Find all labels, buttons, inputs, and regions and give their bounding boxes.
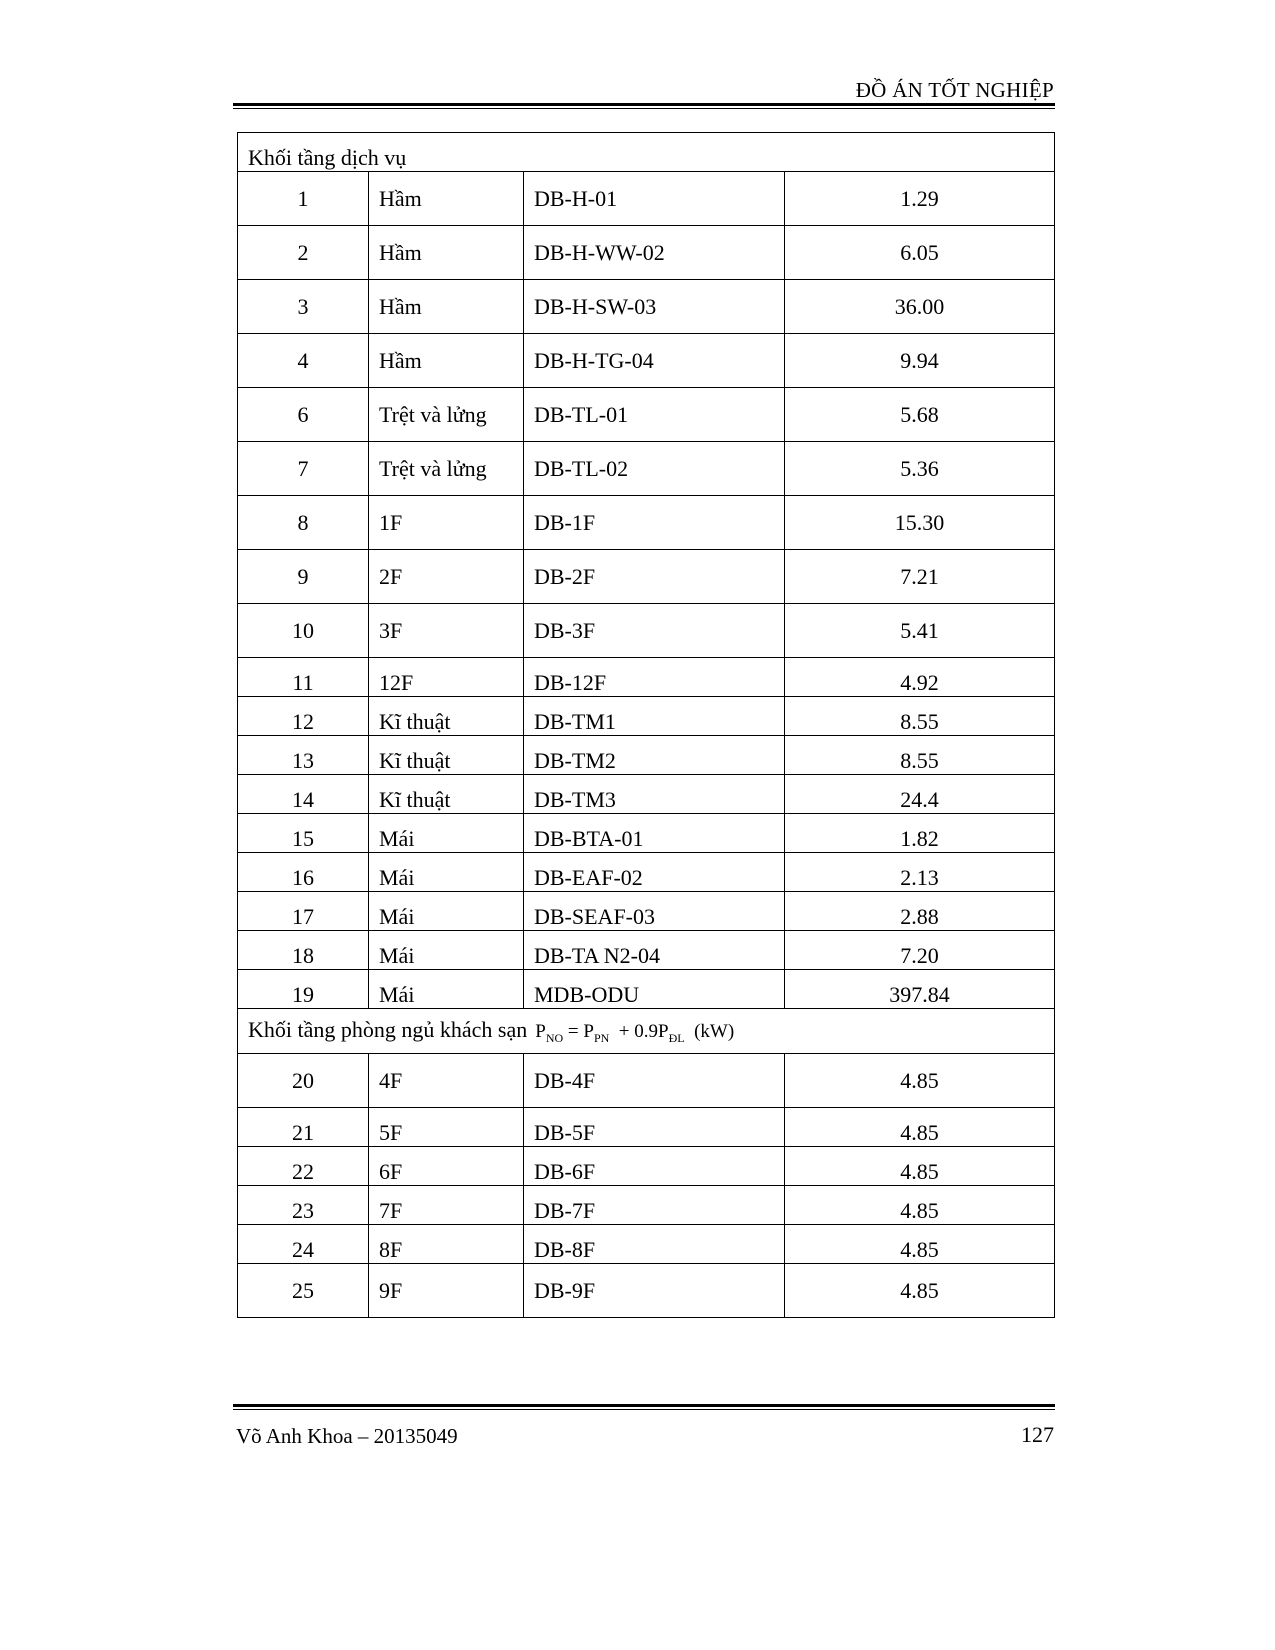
floor-cell: Mái bbox=[369, 931, 524, 970]
table-row bbox=[238, 1108, 1055, 1147]
section-title-cell bbox=[238, 1009, 1055, 1054]
table-row bbox=[238, 550, 1055, 604]
row-number-cell: 25 bbox=[238, 1264, 369, 1318]
floor-cell: 1F bbox=[369, 496, 524, 550]
row-number-cell: 12 bbox=[238, 697, 369, 736]
formula-plus: + 0.9 bbox=[609, 1020, 659, 1042]
floor-cell: Trệt và lửng bbox=[369, 442, 524, 496]
footer-author: Võ Anh Khoa – 20135049 bbox=[236, 1424, 458, 1448]
board-name-cell: DB-6F bbox=[524, 1147, 785, 1186]
table-row bbox=[238, 658, 1055, 697]
row-number-cell: 1 bbox=[238, 172, 369, 226]
floor-cell: Kĩ thuật bbox=[369, 736, 524, 775]
power-value-cell: 1.82 bbox=[785, 814, 1055, 853]
table-row bbox=[238, 280, 1055, 334]
board-name-cell: DB-9F bbox=[524, 1264, 785, 1318]
table-row bbox=[238, 736, 1055, 775]
section-title: Khối tầng dịch vụ bbox=[248, 145, 407, 170]
table-row bbox=[238, 1186, 1055, 1225]
power-value-cell: 36.00 bbox=[785, 280, 1055, 334]
table-row bbox=[238, 496, 1055, 550]
board-name-cell: DB-TL-02 bbox=[524, 442, 785, 496]
floor-cell: 6F bbox=[369, 1147, 524, 1186]
floor-cell: Kĩ thuật bbox=[369, 775, 524, 814]
floor-cell: Mái bbox=[369, 814, 524, 853]
board-name-cell: DB-SEAF-03 bbox=[524, 892, 785, 931]
board-name-cell: DB-TL-01 bbox=[524, 388, 785, 442]
floor-cell: 7F bbox=[369, 1186, 524, 1225]
board-name-cell: DB-TM3 bbox=[524, 775, 785, 814]
table-row bbox=[238, 853, 1055, 892]
floor-cell: 8F bbox=[369, 1225, 524, 1264]
board-name-cell: DB-TM2 bbox=[524, 736, 785, 775]
power-value-cell: 6.05 bbox=[785, 226, 1055, 280]
formula-s2: PN bbox=[593, 1030, 610, 1045]
formula-p2: P bbox=[583, 1020, 594, 1042]
board-name-cell: DB-3F bbox=[524, 604, 785, 658]
power-value-cell: 4.85 bbox=[785, 1147, 1055, 1186]
floor-cell: Hầm bbox=[369, 226, 524, 280]
table-row bbox=[238, 172, 1055, 226]
row-number-cell: 4 bbox=[238, 334, 369, 388]
floor-cell: 2F bbox=[369, 550, 524, 604]
row-number-cell: 9 bbox=[238, 550, 369, 604]
row-number-cell: 10 bbox=[238, 604, 369, 658]
row-number-cell: 18 bbox=[238, 931, 369, 970]
table-row bbox=[238, 1147, 1055, 1186]
formula-eq: = bbox=[563, 1020, 584, 1042]
board-name-cell: DB-7F bbox=[524, 1186, 785, 1225]
row-number-cell: 19 bbox=[238, 970, 369, 1009]
row-number-cell: 20 bbox=[238, 1054, 369, 1108]
table-row bbox=[238, 1264, 1055, 1318]
power-value-cell: 4.85 bbox=[785, 1108, 1055, 1147]
board-name-cell: DB-H-01 bbox=[524, 172, 785, 226]
formula-s1: NO bbox=[545, 1030, 564, 1045]
power-value-cell: 4.85 bbox=[785, 1225, 1055, 1264]
section-title-cell bbox=[238, 133, 1055, 172]
power-formula bbox=[535, 1020, 735, 1045]
table-row bbox=[238, 775, 1055, 814]
page-number: 127 bbox=[1021, 1422, 1054, 1447]
floor-cell: Mái bbox=[369, 970, 524, 1009]
formula-p3: P bbox=[658, 1020, 669, 1042]
table-row bbox=[238, 970, 1055, 1009]
board-name-cell: DB-1F bbox=[524, 496, 785, 550]
power-value-cell: 24.4 bbox=[785, 775, 1055, 814]
table-row bbox=[238, 226, 1055, 280]
power-value-cell: 4.85 bbox=[785, 1054, 1055, 1108]
board-name-cell: MDB-ODU bbox=[524, 970, 785, 1009]
formula-s3: ĐL bbox=[668, 1030, 685, 1045]
section-header-row bbox=[238, 133, 1055, 172]
power-value-cell: 2.88 bbox=[785, 892, 1055, 931]
floor-cell: Kĩ thuật bbox=[369, 697, 524, 736]
section-title: Khối tầng phòng ngủ khách sạn bbox=[248, 1016, 528, 1042]
row-number-cell: 15 bbox=[238, 814, 369, 853]
distribution-board-table bbox=[237, 132, 1055, 1318]
row-number-cell: 11 bbox=[238, 658, 369, 697]
footer-divider bbox=[233, 1404, 1055, 1410]
power-value-cell: 5.36 bbox=[785, 442, 1055, 496]
board-name-cell: DB-4F bbox=[524, 1054, 785, 1108]
row-number-cell: 24 bbox=[238, 1225, 369, 1264]
power-value-cell: 1.29 bbox=[785, 172, 1055, 226]
row-number-cell: 22 bbox=[238, 1147, 369, 1186]
row-number-cell: 17 bbox=[238, 892, 369, 931]
power-value-cell: 15.30 bbox=[785, 496, 1055, 550]
table-row bbox=[238, 931, 1055, 970]
board-name-cell: DB-H-WW-02 bbox=[524, 226, 785, 280]
board-name-cell: DB-2F bbox=[524, 550, 785, 604]
board-name-cell: DB-5F bbox=[524, 1108, 785, 1147]
row-number-cell: 6 bbox=[238, 388, 369, 442]
floor-cell: 9F bbox=[369, 1264, 524, 1318]
row-number-cell: 7 bbox=[238, 442, 369, 496]
table-row bbox=[238, 697, 1055, 736]
floor-cell: 4F bbox=[369, 1054, 524, 1108]
power-value-cell: 2.13 bbox=[785, 853, 1055, 892]
floor-cell: Mái bbox=[369, 853, 524, 892]
row-number-cell: 13 bbox=[238, 736, 369, 775]
power-value-cell: 8.55 bbox=[785, 736, 1055, 775]
document-header-title: ĐỒ ÁN TỐT NGHIỆP bbox=[855, 78, 1054, 102]
board-name-cell: DB-EAF-02 bbox=[524, 853, 785, 892]
board-name-cell: DB-8F bbox=[524, 1225, 785, 1264]
row-number-cell: 21 bbox=[238, 1108, 369, 1147]
row-number-cell: 3 bbox=[238, 280, 369, 334]
board-name-cell: DB-H-SW-03 bbox=[524, 280, 785, 334]
table-row bbox=[238, 604, 1055, 658]
power-value-cell: 4.85 bbox=[785, 1264, 1055, 1318]
power-value-cell: 7.21 bbox=[785, 550, 1055, 604]
board-name-cell: DB-TA N2-04 bbox=[524, 931, 785, 970]
table-row bbox=[238, 1225, 1055, 1264]
floor-cell: 12F bbox=[369, 658, 524, 697]
board-name-cell: DB-BTA-01 bbox=[524, 814, 785, 853]
section-header-row bbox=[238, 1009, 1055, 1054]
table-row bbox=[238, 814, 1055, 853]
power-value-cell: 397.84 bbox=[785, 970, 1055, 1009]
row-number-cell: 16 bbox=[238, 853, 369, 892]
formula-unit: (kW) bbox=[684, 1020, 735, 1042]
floor-cell: Hầm bbox=[369, 334, 524, 388]
table-row bbox=[238, 892, 1055, 931]
row-number-cell: 8 bbox=[238, 496, 369, 550]
floor-cell: Hầm bbox=[369, 280, 524, 334]
power-value-cell: 7.20 bbox=[785, 931, 1055, 970]
power-value-cell: 5.41 bbox=[785, 604, 1055, 658]
power-value-cell: 4.85 bbox=[785, 1186, 1055, 1225]
floor-cell: 5F bbox=[369, 1108, 524, 1147]
row-number-cell: 14 bbox=[238, 775, 369, 814]
power-value-cell: 4.92 bbox=[785, 658, 1055, 697]
row-number-cell: 23 bbox=[238, 1186, 369, 1225]
table-row bbox=[238, 1054, 1055, 1108]
row-number-cell: 2 bbox=[238, 226, 369, 280]
floor-cell: Mái bbox=[369, 892, 524, 931]
header-divider bbox=[233, 103, 1055, 109]
board-name-cell: DB-12F bbox=[524, 658, 785, 697]
floor-cell: 3F bbox=[369, 604, 524, 658]
formula-p1: P bbox=[535, 1020, 546, 1042]
floor-cell: Trệt và lửng bbox=[369, 388, 524, 442]
table-row bbox=[238, 442, 1055, 496]
power-value-cell: 8.55 bbox=[785, 697, 1055, 736]
table-row bbox=[238, 334, 1055, 388]
power-value-cell: 5.68 bbox=[785, 388, 1055, 442]
board-name-cell: DB-H-TG-04 bbox=[524, 334, 785, 388]
table-row bbox=[238, 388, 1055, 442]
power-value-cell: 9.94 bbox=[785, 334, 1055, 388]
floor-cell: Hầm bbox=[369, 172, 524, 226]
board-name-cell: DB-TM1 bbox=[524, 697, 785, 736]
